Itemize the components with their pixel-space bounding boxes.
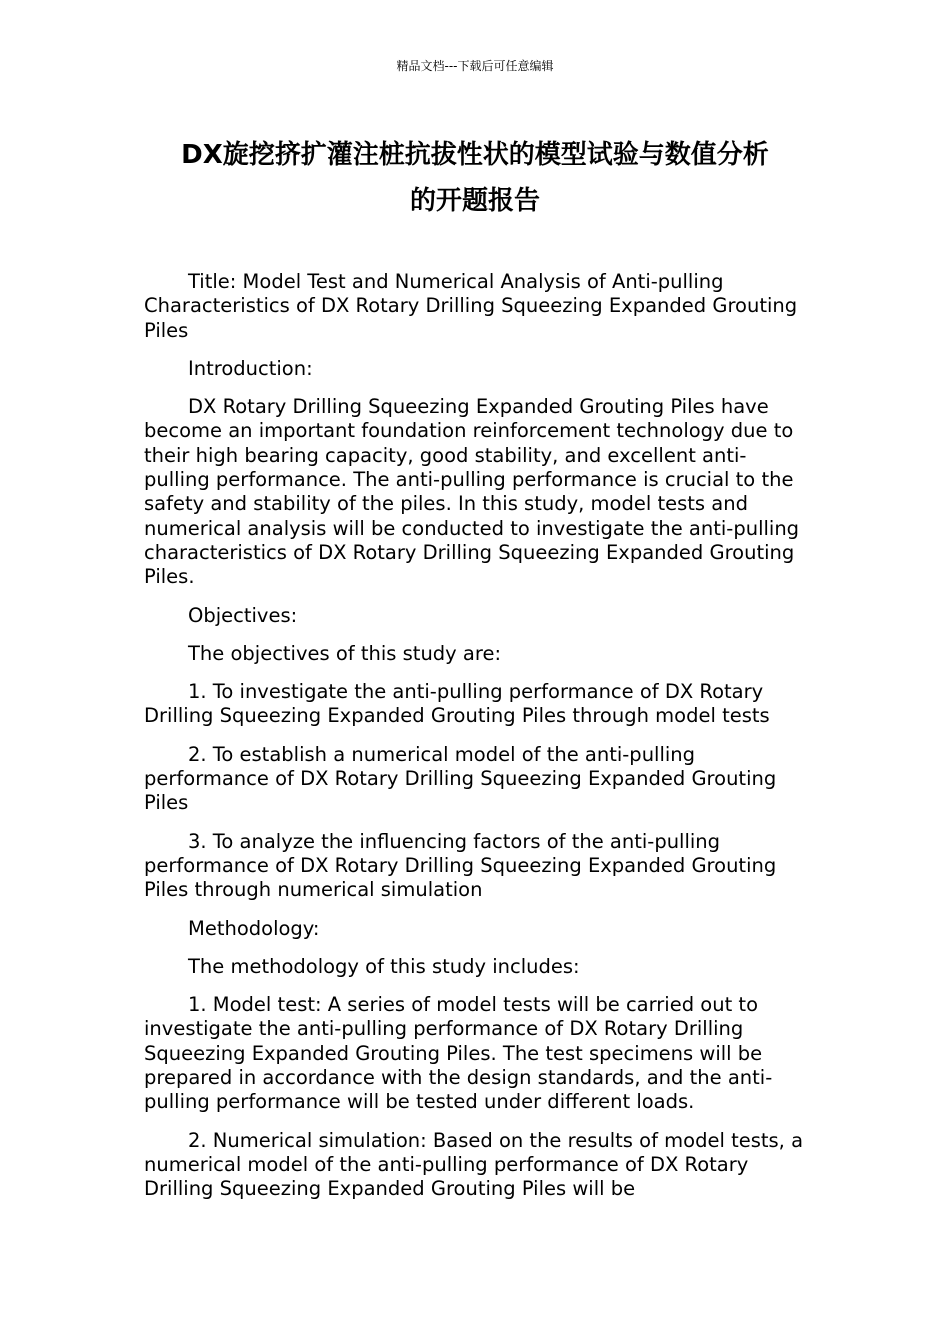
document-title-line-1: DX旋挖挤扩灌注桩抗拔性状的模型试验与数值分析 bbox=[181, 140, 769, 170]
heading-introduction: Introduction: bbox=[188, 356, 313, 380]
document-title bbox=[140, 132, 810, 224]
objective-item-1: 1. To investigate the anti-pulling performance of DX Rotary Drilling Squeezing Expanded Grouting Piles through model tests bbox=[144, 680, 770, 728]
methodology-item-2: 2. Numerical simulation: Based on the results of model tests, a numerical model of the anti-pulling performance of DX Rotary Drilling Squeezing Expanded Grouting Piles will be bbox=[144, 1128, 804, 1201]
methodology-item-1: 1. Model test: A series of model tests will be carried out to investigate the anti-pulling performance of DX Rotary Drilling Squeezing Expanded Grouting Piles. The test specimens will be prepared in accordance with the design standards, and the anti-pulling performance will be tested under different loads. bbox=[144, 993, 773, 1114]
paragraph-introduction: DX Rotary Drilling Squeezing Expanded Grouting Piles have become an important foundation reinforcement technology due to their high bearing capacity, good stability, and excellent anti-pulling performance. The anti-pulling performance is crucial to the safety and stability of the piles. In this study, model tests and numerical analysis will be conducted to investigate the anti-pulling characteristics of DX Rotary Drilling Squeezing Expanded Grouting Piles. bbox=[144, 395, 800, 589]
paragraph-methodology-intro: The methodology of this study includes: bbox=[188, 954, 580, 978]
paragraph-title: Title: Model Test and Numerical Analysis of Anti-pulling Characteristics of DX Rotary Drilling Squeezing Expanded Grouting Piles bbox=[144, 270, 798, 342]
objective-item-2: 2. To establish a numerical model of the anti-pulling performance of DX Rotary Drilling Squeezing Expanded Grouting Piles bbox=[144, 742, 777, 815]
objective-item-3: 3. To analyze the influencing factors of the anti-pulling performance of DX Rotary Drilling Squeezing Expanded Grouting Piles through numerical simulation bbox=[144, 829, 777, 902]
document-title-line-2: 的开题报告 bbox=[409, 186, 540, 216]
document-body bbox=[144, 270, 808, 1216]
paragraph-objectives-intro: The objectives of this study are: bbox=[188, 641, 502, 665]
heading-objectives: Objectives: bbox=[188, 603, 298, 627]
page-header-note: 精品文档---下载后可任意编辑 bbox=[396, 59, 554, 73]
heading-methodology: Methodology: bbox=[188, 916, 320, 940]
